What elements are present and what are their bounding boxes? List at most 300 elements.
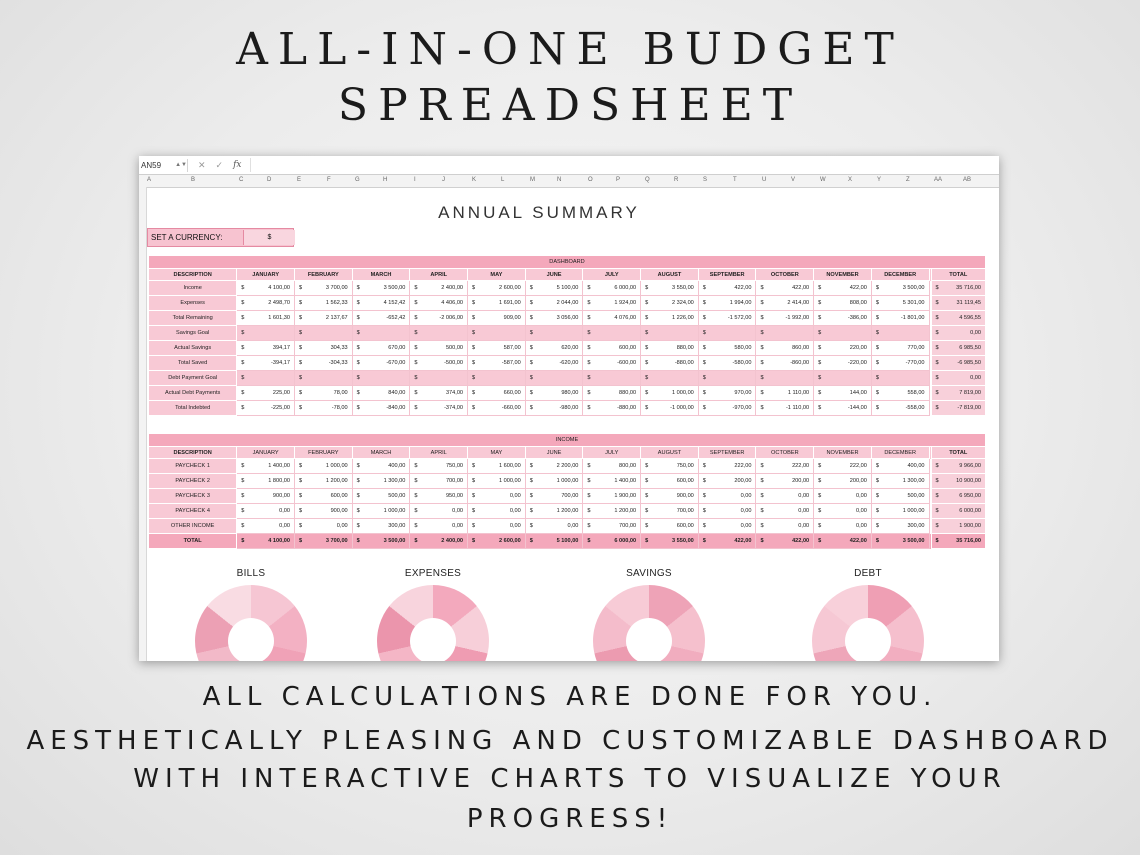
value-cell[interactable]: [871, 504, 929, 519]
row-label: Total Remaining: [149, 311, 237, 326]
value-cell[interactable]: [871, 459, 929, 474]
column-header[interactable]: F: [327, 177, 331, 183]
value-cell[interactable]: [641, 401, 699, 416]
value-cell[interactable]: [352, 296, 410, 311]
value-cell[interactable]: [525, 341, 583, 356]
value-cell[interactable]: [871, 474, 929, 489]
function-icon[interactable]: fx: [233, 160, 242, 170]
value-cell[interactable]: [814, 401, 872, 416]
total-cell[interactable]: [931, 504, 985, 519]
value-cell[interactable]: [468, 386, 526, 401]
value-cell[interactable]: [583, 296, 641, 311]
value-cell[interactable]: [698, 519, 756, 534]
value-cell[interactable]: [814, 474, 872, 489]
value-cell[interactable]: [583, 311, 641, 326]
value-cell[interactable]: [698, 474, 756, 489]
value-cell[interactable]: [756, 356, 814, 371]
currency-symbol: $: [645, 330, 649, 336]
value-cell[interactable]: [871, 519, 929, 534]
value-cell[interactable]: [698, 534, 756, 549]
column-header[interactable]: AA: [934, 177, 943, 183]
value-cell[interactable]: [468, 371, 526, 386]
currency-symbol: $: [702, 345, 706, 351]
column-header[interactable]: N: [557, 177, 562, 183]
currency-symbol: $: [298, 285, 303, 291]
column-header[interactable]: C: [239, 177, 244, 183]
value-cell[interactable]: [410, 356, 468, 371]
cell-value: -660,00: [501, 405, 521, 411]
currency-symbol: $: [587, 315, 591, 321]
cell-value: 200,00: [792, 478, 810, 484]
total-cell[interactable]: [931, 311, 985, 326]
value-cell[interactable]: [814, 371, 872, 386]
value-cell[interactable]: [814, 459, 872, 474]
value-cell[interactable]: [352, 371, 410, 386]
value-cell[interactable]: [698, 356, 756, 371]
column-header[interactable]: U: [762, 177, 767, 183]
column-title: MARCH: [352, 447, 410, 459]
value-cell[interactable]: [525, 489, 583, 504]
value-cell[interactable]: [814, 504, 872, 519]
value-cell[interactable]: [468, 534, 526, 549]
value-cell[interactable]: [294, 519, 352, 534]
cell-value: 3 700,00: [325, 285, 348, 291]
currency-input[interactable]: $: [243, 230, 295, 245]
cell-value: -980,00: [559, 405, 579, 411]
total-cell[interactable]: [931, 474, 985, 489]
currency-symbol: $: [472, 508, 476, 514]
currency-symbol: $: [356, 508, 360, 514]
cancel-icon[interactable]: ✕: [198, 159, 206, 170]
value-cell[interactable]: [294, 504, 352, 519]
value-cell[interactable]: [814, 341, 872, 356]
cell-value: 400,00: [907, 463, 925, 469]
value-cell[interactable]: [525, 281, 583, 296]
value-cell[interactable]: [871, 326, 929, 341]
value-cell[interactable]: [237, 311, 295, 326]
currency-symbol: $: [298, 478, 303, 484]
value-cell[interactable]: [294, 386, 352, 401]
value-cell[interactable]: [814, 326, 872, 341]
currency-symbol: $: [298, 360, 303, 366]
value-cell[interactable]: [871, 371, 929, 386]
value-cell[interactable]: [756, 311, 814, 326]
value-cell[interactable]: [698, 296, 756, 311]
currency-symbol: $: [875, 300, 879, 306]
value-cell[interactable]: [237, 504, 295, 519]
donut-chart-expenses[interactable]: [368, 568, 498, 661]
value-cell[interactable]: [814, 281, 872, 296]
value-cell[interactable]: [468, 311, 526, 326]
value-cell[interactable]: [756, 459, 814, 474]
value-cell[interactable]: [583, 386, 641, 401]
currency-symbol: $: [760, 300, 764, 306]
currency-symbol: $: [875, 463, 879, 469]
cell-value: 700,00: [445, 478, 464, 484]
chart-title: SAVINGS: [626, 568, 672, 579]
value-cell[interactable]: [468, 296, 526, 311]
currency-symbol: $: [414, 360, 418, 366]
currency-symbol: $: [298, 330, 303, 336]
value-cell[interactable]: [525, 296, 583, 311]
value-cell[interactable]: [468, 341, 526, 356]
value-cell[interactable]: [237, 296, 295, 311]
total-cell[interactable]: [931, 296, 985, 311]
value-cell[interactable]: [525, 504, 583, 519]
value-cell[interactable]: [641, 326, 699, 341]
value-cell[interactable]: [583, 474, 641, 489]
value-cell[interactable]: [641, 341, 699, 356]
column-header[interactable]: E: [297, 177, 302, 183]
currency-symbol: $: [875, 523, 879, 529]
value-cell[interactable]: [698, 489, 756, 504]
value-cell[interactable]: [641, 311, 699, 326]
value-cell[interactable]: [410, 401, 468, 416]
value-cell[interactable]: [352, 489, 410, 504]
cell-value: 1 226,00: [672, 315, 694, 321]
value-cell[interactable]: [468, 356, 526, 371]
value-cell[interactable]: [756, 326, 814, 341]
cell-value: 900,00: [676, 493, 694, 499]
value-cell[interactable]: [756, 386, 814, 401]
cell-value: 1 000,00: [498, 478, 521, 484]
column-header[interactable]: M: [530, 177, 535, 183]
value-cell[interactable]: [814, 296, 872, 311]
value-cell[interactable]: [237, 459, 295, 474]
value-cell[interactable]: [352, 474, 410, 489]
donut-chart-bills[interactable]: [186, 568, 316, 661]
column-header[interactable]: B: [191, 177, 196, 183]
value-cell[interactable]: [756, 401, 814, 416]
name-box[interactable]: [139, 159, 188, 172]
value-cell[interactable]: [410, 519, 468, 534]
column-header[interactable]: Q: [645, 177, 650, 183]
value-cell[interactable]: [583, 341, 641, 356]
column-header[interactable]: J: [442, 177, 445, 183]
currency-label: SET A CURRENCY:: [151, 233, 223, 242]
value-cell[interactable]: [410, 386, 468, 401]
value-cell[interactable]: [871, 311, 929, 326]
value-cell[interactable]: [468, 459, 526, 474]
column-header[interactable]: V: [791, 177, 796, 183]
value-cell[interactable]: [583, 326, 641, 341]
value-cell[interactable]: [410, 474, 468, 489]
value-cell[interactable]: [352, 311, 410, 326]
value-cell[interactable]: [756, 519, 814, 534]
value-cell[interactable]: [294, 311, 352, 326]
value-cell[interactable]: [698, 386, 756, 401]
value-cell[interactable]: [814, 386, 872, 401]
value-cell[interactable]: [814, 519, 872, 534]
row-label: Savings Goal: [149, 326, 237, 341]
value-cell[interactable]: [468, 519, 526, 534]
value-cell[interactable]: [294, 401, 352, 416]
value-cell[interactable]: [352, 386, 410, 401]
value-cell[interactable]: [756, 489, 814, 504]
value-cell[interactable]: [294, 296, 352, 311]
cell-value: 5 100,00: [556, 538, 579, 544]
value-cell[interactable]: [525, 534, 583, 549]
cell-value: 0,00: [452, 523, 464, 529]
cell-value: 0,00: [855, 508, 867, 514]
total-cell[interactable]: [931, 489, 985, 504]
table-row: [149, 489, 986, 504]
value-cell[interactable]: [525, 519, 583, 534]
value-cell[interactable]: [583, 504, 641, 519]
value-cell[interactable]: [237, 326, 295, 341]
currency-symbol: $: [298, 300, 303, 306]
total-cell[interactable]: [931, 356, 985, 371]
cell-value: 900,00: [330, 508, 348, 514]
value-cell[interactable]: [352, 281, 410, 296]
value-cell[interactable]: [352, 534, 410, 549]
value-cell[interactable]: [641, 281, 699, 296]
value-cell[interactable]: [294, 326, 352, 341]
value-cell[interactable]: [756, 474, 814, 489]
value-cell[interactable]: [237, 401, 295, 416]
total-cell[interactable]: [931, 281, 985, 296]
currency-symbol: $: [875, 360, 879, 366]
cell-value: -1 110,00: [785, 405, 810, 411]
column-header[interactable]: S: [703, 177, 708, 183]
value-cell[interactable]: [410, 281, 468, 296]
column-title: JULY: [583, 447, 641, 459]
currency-symbol: $: [529, 300, 533, 306]
column-title: TOTAL: [931, 447, 985, 459]
formula-bar: [139, 156, 999, 175]
value-cell[interactable]: [871, 489, 929, 504]
value-cell[interactable]: [352, 401, 410, 416]
value-cell[interactable]: [468, 281, 526, 296]
currency-symbol: $: [702, 330, 706, 336]
donut-ring[interactable]: [812, 585, 924, 661]
cell-value: 1 800,00: [268, 478, 290, 484]
currency-symbol: $: [818, 523, 822, 529]
total-value: 31 119,45: [956, 300, 981, 306]
value-cell[interactable]: [641, 459, 699, 474]
value-cell[interactable]: [583, 401, 641, 416]
value-cell[interactable]: [237, 371, 295, 386]
value-cell[interactable]: [525, 371, 583, 386]
column-header[interactable]: T: [733, 177, 737, 183]
total-cell[interactable]: [931, 534, 985, 549]
value-cell[interactable]: [294, 474, 352, 489]
currency-symbol: $: [529, 360, 533, 366]
value-cell[interactable]: [294, 281, 352, 296]
value-cell[interactable]: [410, 296, 468, 311]
column-header[interactable]: AB: [963, 177, 972, 183]
value-cell[interactable]: [871, 356, 929, 371]
value-cell[interactable]: [756, 534, 814, 549]
value-cell[interactable]: [410, 326, 468, 341]
value-cell[interactable]: [871, 401, 929, 416]
value-cell[interactable]: [237, 489, 295, 504]
value-cell[interactable]: [525, 474, 583, 489]
value-cell[interactable]: [641, 519, 699, 534]
value-cell[interactable]: [756, 296, 814, 311]
value-cell[interactable]: [294, 341, 352, 356]
value-cell[interactable]: [756, 281, 814, 296]
value-cell[interactable]: [237, 474, 295, 489]
value-cell[interactable]: [410, 489, 468, 504]
value-cell[interactable]: [583, 519, 641, 534]
value-cell[interactable]: [352, 326, 410, 341]
value-cell[interactable]: [237, 356, 295, 371]
column-header[interactable]: D: [267, 177, 272, 183]
value-cell[interactable]: [641, 296, 699, 311]
donut-ring[interactable]: [195, 585, 307, 661]
value-cell[interactable]: [525, 356, 583, 371]
value-cell[interactable]: [641, 474, 699, 489]
column-header[interactable]: H: [383, 177, 388, 183]
currency-symbol: $: [356, 493, 360, 499]
value-cell[interactable]: [583, 371, 641, 386]
total-cell[interactable]: [931, 371, 985, 386]
formula-input[interactable]: [250, 158, 999, 172]
value-cell[interactable]: [698, 281, 756, 296]
value-cell[interactable]: [294, 356, 352, 371]
total-cell[interactable]: [931, 326, 985, 341]
value-cell[interactable]: [525, 326, 583, 341]
value-cell[interactable]: [756, 504, 814, 519]
value-cell[interactable]: [641, 356, 699, 371]
currency-symbol: $: [298, 315, 303, 321]
cell-value: 5 100,00: [556, 285, 579, 291]
currency-symbol: $: [818, 300, 822, 306]
value-cell[interactable]: [814, 489, 872, 504]
currency-symbol: $: [760, 478, 764, 484]
currency-symbol: $: [645, 523, 649, 529]
value-cell[interactable]: [871, 386, 929, 401]
column-header[interactable]: I: [414, 177, 416, 183]
value-cell[interactable]: [698, 311, 756, 326]
value-cell[interactable]: [814, 356, 872, 371]
value-cell[interactable]: [294, 459, 352, 474]
value-cell[interactable]: [468, 401, 526, 416]
value-cell[interactable]: [583, 356, 641, 371]
value-cell[interactable]: [698, 401, 756, 416]
donut-chart-savings[interactable]: [584, 568, 714, 661]
value-cell[interactable]: [814, 311, 872, 326]
value-cell[interactable]: [583, 489, 641, 504]
value-cell[interactable]: [294, 371, 352, 386]
column-header[interactable]: L: [501, 177, 505, 183]
column-header[interactable]: R: [674, 177, 679, 183]
currency-symbol: $: [702, 405, 706, 411]
value-cell[interactable]: [871, 281, 929, 296]
donut-chart-debt[interactable]: [803, 568, 933, 661]
value-cell[interactable]: [352, 459, 410, 474]
value-cell[interactable]: [641, 534, 699, 549]
value-cell[interactable]: [294, 534, 352, 549]
donut-ring[interactable]: [377, 585, 489, 661]
value-cell[interactable]: [294, 489, 352, 504]
total-cell[interactable]: [931, 401, 985, 416]
cell-value: 0,00: [509, 493, 521, 499]
name-box-stepper-icon[interactable]: ▲▼: [175, 161, 187, 168]
value-cell[interactable]: [410, 371, 468, 386]
value-cell[interactable]: [583, 534, 641, 549]
value-cell[interactable]: [641, 386, 699, 401]
value-cell[interactable]: [871, 534, 929, 549]
cell-value: 970,00: [734, 390, 752, 396]
value-cell[interactable]: [871, 341, 929, 356]
value-cell[interactable]: [698, 504, 756, 519]
column-header[interactable]: X: [848, 177, 853, 183]
value-cell[interactable]: [237, 519, 295, 534]
column-header[interactable]: W: [820, 177, 826, 183]
value-cell[interactable]: [583, 281, 641, 296]
value-cell[interactable]: [525, 401, 583, 416]
value-cell[interactable]: [871, 296, 929, 311]
value-cell[interactable]: [756, 371, 814, 386]
cell-value: 1 110,00: [787, 390, 810, 396]
value-cell[interactable]: [352, 504, 410, 519]
cell-value: 5 301,00: [902, 300, 925, 306]
column-header[interactable]: G: [355, 177, 360, 183]
value-cell[interactable]: [410, 311, 468, 326]
value-cell[interactable]: [352, 356, 410, 371]
value-cell[interactable]: [468, 489, 526, 504]
column-header[interactable]: Z: [906, 177, 910, 183]
cell-value: 600,00: [676, 478, 694, 484]
value-cell[interactable]: [352, 341, 410, 356]
confirm-icon[interactable]: ✓: [215, 159, 224, 170]
value-cell[interactable]: [237, 386, 295, 401]
value-cell[interactable]: [698, 341, 756, 356]
cell-value: -558,00: [905, 405, 925, 411]
donut-ring[interactable]: [593, 585, 705, 661]
value-cell[interactable]: [525, 386, 583, 401]
column-header[interactable]: K: [472, 177, 477, 183]
value-cell[interactable]: [525, 459, 583, 474]
column-header[interactable]: P: [616, 177, 621, 183]
value-cell[interactable]: [237, 341, 295, 356]
value-cell[interactable]: [468, 504, 526, 519]
value-cell[interactable]: [814, 534, 872, 549]
value-cell[interactable]: [237, 534, 295, 549]
value-cell[interactable]: [410, 459, 468, 474]
column-header[interactable]: O: [588, 177, 593, 183]
value-cell[interactable]: [468, 474, 526, 489]
currency-symbol: $: [875, 285, 879, 291]
currency-symbol: $: [875, 478, 879, 484]
total-cell[interactable]: [931, 386, 985, 401]
value-cell[interactable]: [525, 311, 583, 326]
value-cell[interactable]: [698, 371, 756, 386]
column-header[interactable]: Y: [877, 177, 882, 183]
currency-symbol: $: [298, 508, 303, 514]
value-cell[interactable]: [641, 504, 699, 519]
total-cell[interactable]: [931, 519, 985, 534]
value-cell[interactable]: [410, 341, 468, 356]
column-header[interactable]: A: [147, 177, 152, 183]
value-cell[interactable]: [698, 326, 756, 341]
value-cell[interactable]: [237, 281, 295, 296]
value-cell[interactable]: [352, 519, 410, 534]
total-cell[interactable]: [931, 459, 985, 474]
row-label: Expenses: [149, 296, 237, 311]
total-cell[interactable]: [931, 341, 985, 356]
value-cell[interactable]: [410, 534, 468, 549]
value-cell[interactable]: [756, 341, 814, 356]
value-cell[interactable]: [410, 504, 468, 519]
value-cell[interactable]: [468, 326, 526, 341]
value-cell[interactable]: [641, 489, 699, 504]
value-cell[interactable]: [698, 459, 756, 474]
value-cell[interactable]: [583, 459, 641, 474]
value-cell[interactable]: [641, 371, 699, 386]
